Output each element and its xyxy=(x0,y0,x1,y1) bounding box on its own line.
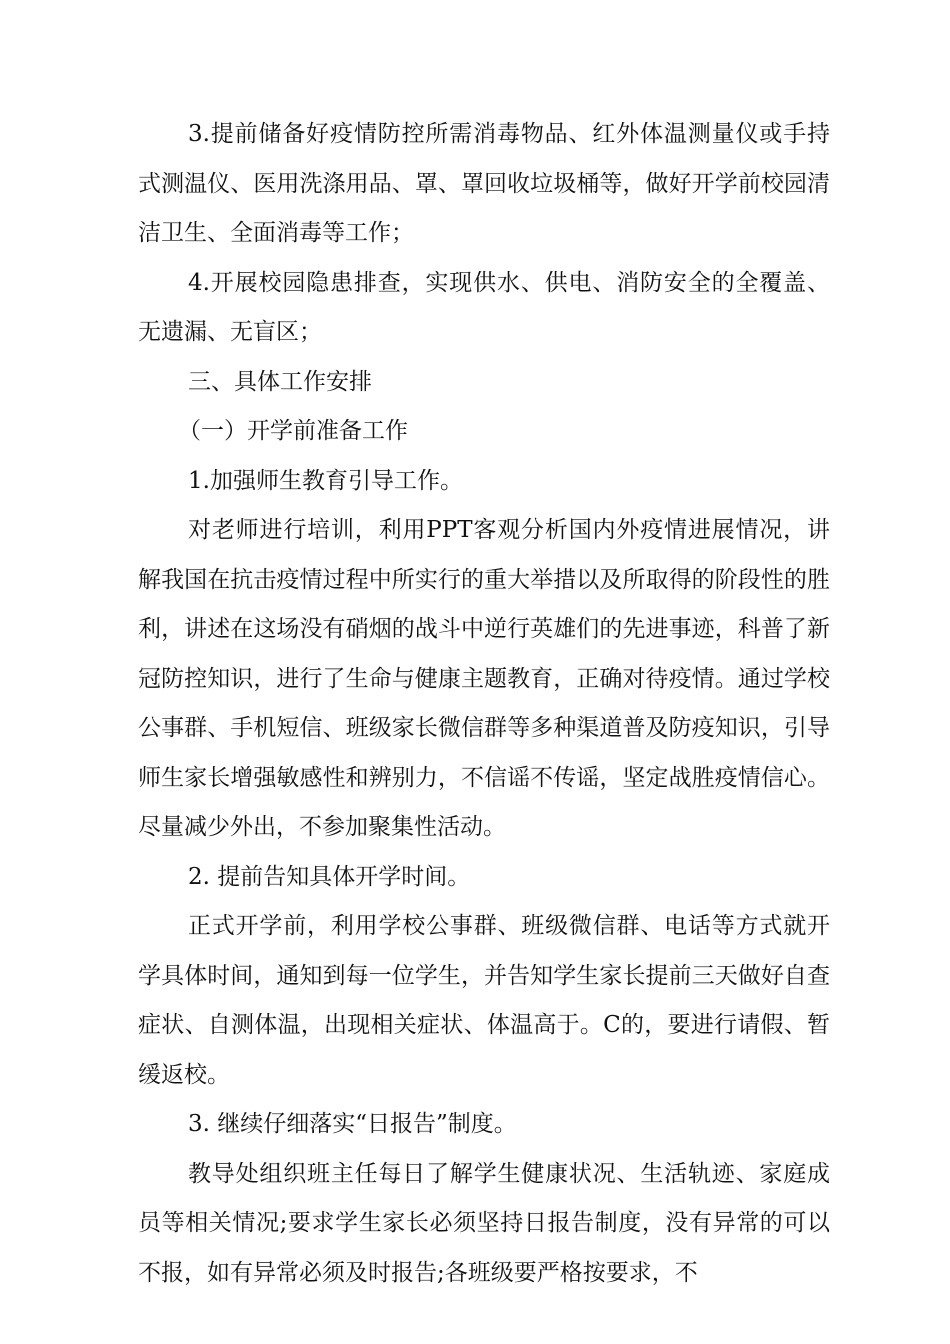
paragraph-school-start-notice: 正式开学前，利用学校公事群、班级微信群、电话等方式就开学具体时间，通知到每一位学生，并告知学生家长提前三天做好自查症状、自测体温，出现相关症状、体温高于。C的，要进行请假、暂缓返校。 xyxy=(138,913,830,1088)
paragraph-item-4-inspection: 4.开展校园隐患排查，实现供水、供电、消防安全的全覆盖、无遗漏、无盲区； xyxy=(138,269,830,345)
subsection-heading: （一）开学前准备工作 xyxy=(178,418,408,444)
section-heading: 三、具体工作安排 xyxy=(188,368,372,395)
item-heading-2: 2. 提前告知具体开学时间。 xyxy=(188,863,471,890)
item-heading-3: 3. 继续仔细落实“日报告”制度。 xyxy=(188,1111,517,1137)
paragraph-item-3-supplies: 3.提前储备好疫情防控所需消毒物品、红外体温测量仪或手持式测温仪、医用洗涤用品、罩、罩回收垃圾桶等，做好开学前校园清洁卫生、全面消毒等工作； xyxy=(138,121,830,246)
document-body xyxy=(138,110,830,1298)
paragraph-daily-report: 教导处组织班主任每日了解学生健康状况、生活轨迹、家庭成员等相关情况;要求学生家长必须坚持日报告制度，没有异常的可以不报，如有异常必须及时报告;各班级要严格按要求，不 xyxy=(138,1160,830,1286)
paragraph-teacher-training: 对老师进行培训，利用PPT客观分析国内外疫情进展情况，讲解我国在抗击疫情过程中所实行的重大举措以及所取得的阶段性的胜利，讲述在这场没有硝烟的战斗中逆行英雄们的先进事迹，科普了新冠防控知识，进行了生命与健康主题教育，正确对待疫情。通过学校公事群、手机短信、班级家长微信群等多种渠道普及防疫知识，引导师生家长增强敏感性和辨别力，不信谣不传谣，坚定战胜疫情信心。尽量减少外出，不参加聚集性活动。 xyxy=(138,517,830,840)
item-heading-1: 1.加强师生教育引导工作。 xyxy=(188,467,463,494)
